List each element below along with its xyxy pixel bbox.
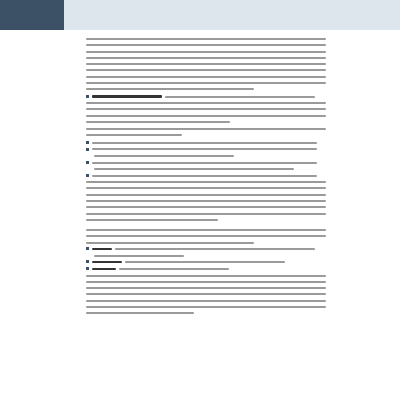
list-item — [86, 141, 326, 144]
list-item — [86, 95, 326, 98]
list-item — [86, 248, 326, 251]
running-title — [64, 0, 400, 30]
body-text — [86, 38, 326, 319]
list-item — [86, 174, 326, 177]
list-item — [86, 268, 326, 271]
paragraph — [86, 128, 326, 136]
list-item — [86, 148, 326, 151]
list-item — [86, 261, 326, 264]
list-item — [86, 161, 326, 164]
paragraph — [86, 102, 326, 123]
paragraph — [86, 38, 326, 90]
page-number — [0, 0, 64, 30]
running-header — [0, 0, 400, 30]
